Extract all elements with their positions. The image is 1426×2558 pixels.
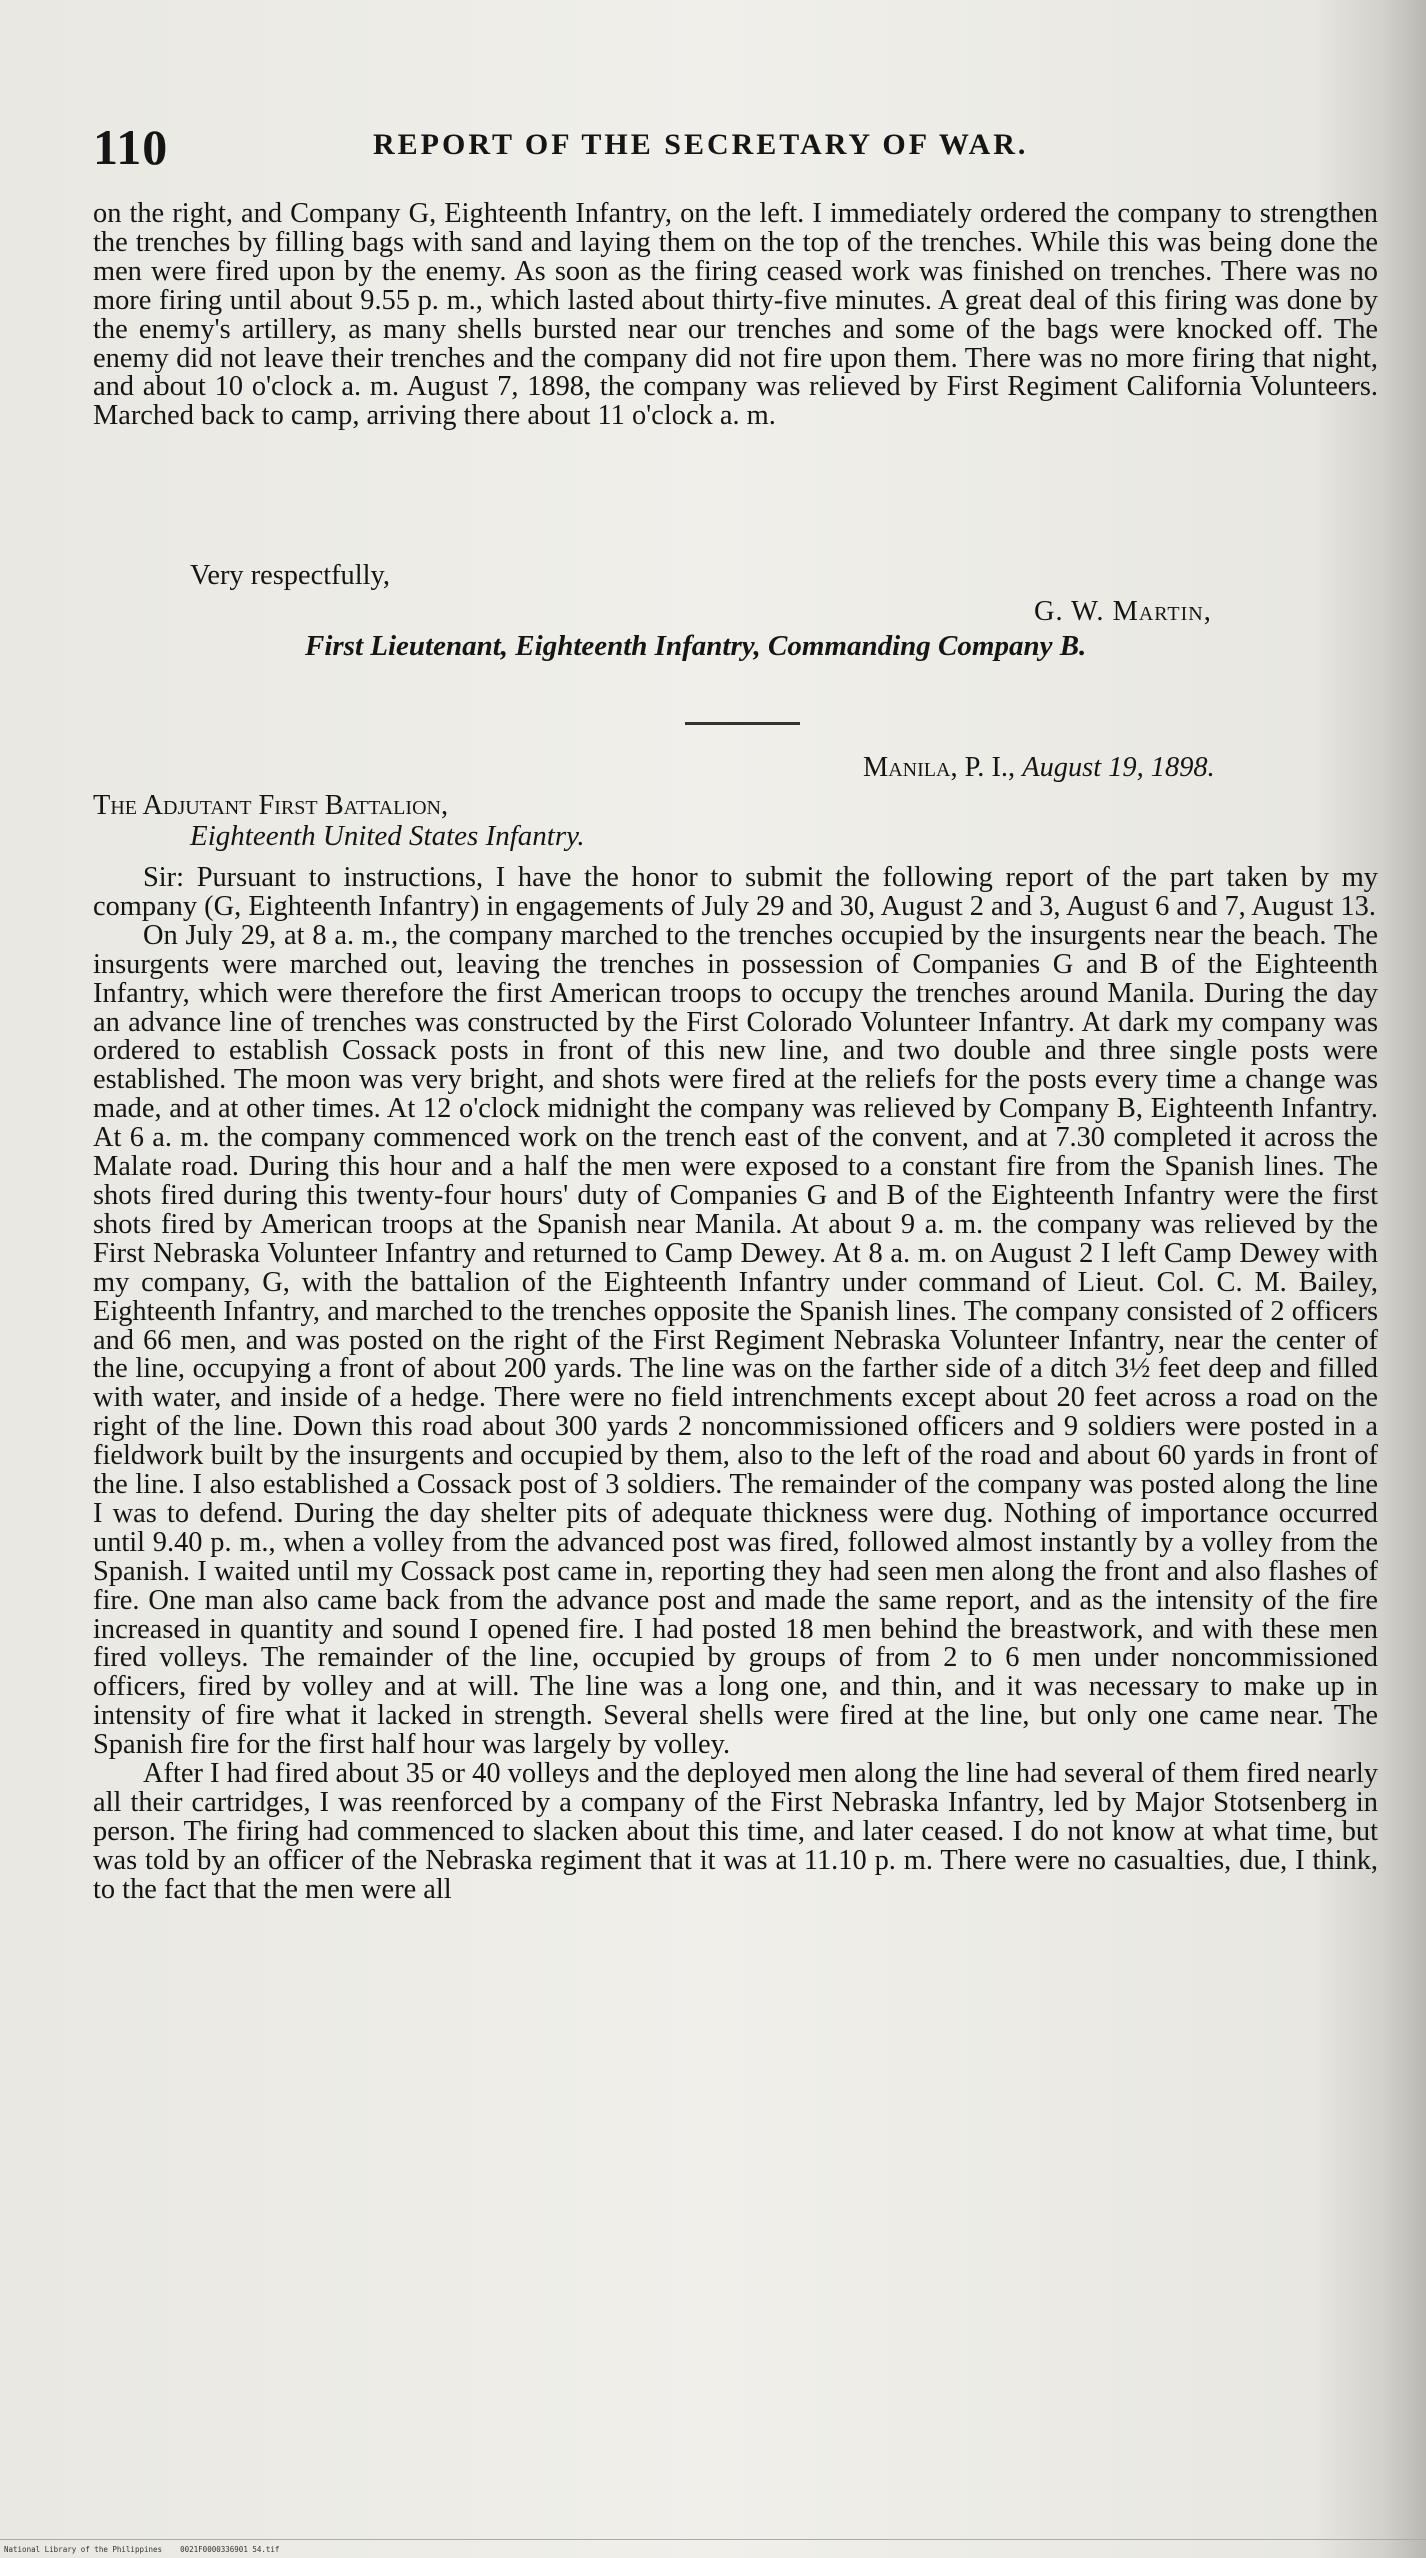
letter2-paragraph: After I had fired about 35 or 40 volleys and the deployed men along the line had several of them fired nearly all their cartridges, I was reenforced by a company of the First Nebraska Infantry, led by Major Stotsenberg in person. The firing had commenced to slacken about this time, and later ceased. I do not know at what time, but was told by an officer of the Nebraska regiment that it was at 11.10 p. m. There were no casualties, due, I think, to the fact that the men were all [93, 1758, 1378, 1905]
letter1-signature: G. W. Martin, [1034, 596, 1212, 627]
letter2-date: August 19, 1898. [1022, 752, 1215, 783]
scan-footer: National Library of the Philippines 0021F0000336901 54.tif [4, 2545, 280, 2554]
letter2-addressee: The Adjutant First Battalion, [93, 790, 449, 821]
letter2-body [93, 864, 1378, 1905]
letter1-body [93, 200, 1378, 431]
letter1-paragraph: on the right, and Company G, Eighteenth Infantry, on the left. I immediately ordered the company to strengthen the trenches by filling bags with sand and laying them on the top of the trenches. While this was being done the men were fired upon by the enemy. As soon as the firing ceased work was finished on trenches. There was no more firing until about 9.55 p. m., which lasted about thirty-five minutes. A great deal of this firing was done by the enemy's artillery, as many shells bursted near our trenches and some of the bags were knocked off. The enemy did not leave their trenches and the company did not fire upon them. There was no more firing that night, and about 10 o'clock a. m. August 7, 1898, the company was relieved by First Regiment California Volunteers. Marched back to camp, arriving there about 11 o'clock a. m. [93, 198, 1378, 432]
page-number: 110 [93, 119, 169, 175]
letter2-dateline [863, 752, 1215, 784]
footer-divider [0, 2539, 1426, 2540]
section-divider [685, 722, 800, 725]
running-head: REPORT OF THE SECRETARY OF WAR. [373, 128, 1029, 161]
letter2-place: Manila, P. I., [863, 752, 1016, 783]
letter2-paragraph: Sir: Pursuant to instructions, I have the honor to submit the following report of the part taken by my company (G, Eighteenth Infantry) in engagements of July 29 and 30, August 2 and 3, August 6 and 7, August 13. [93, 862, 1378, 922]
letter2-paragraph: On July 29, at 8 a. m., the company marched to the trenches occupied by the insurgents near the beach. The insurgents were marched out, leaving the trenches in possession of Companies G and B of the Eighteenth Infantry, which were therefore the first American troops to occupy the trenches around Manila. During the day an advance line of trenches was constructed by the First Colorado Volunteer Infantry. At dark my company was ordered to establish Cossack posts in front of this new line, and two double and three single posts were established. The moon was very bright, and shots were fired at the reliefs for the posts every time a change was made, and at other times. At 12 o'clock midnight the company was relieved by Company B, Eighteenth Infantry. At 6 a. m. the company commenced work on the trench east of the convent, and at 7.30 completed it across the Malate road. During this hour and a half the men were exposed to a constant fire from the Spanish lines. The shots fired during this twenty-four hours' duty of Companies G and B of the Eighteenth Infantry were the first shots fired by American troops at the Spanish near Manila. At about 9 a. m. the company was relieved by the First Nebraska Volunteer Infantry and returned to Camp Dewey. At 8 a. m. on August 2 I left Camp Dewey with my company, G, with the battalion of the Eighteenth Infantry under command of Lieut. Col. C. M. Bailey, Eighteenth Infantry, and marched to the trenches opposite the Spanish lines. The company consisted of 2 officers and 66 men, and was posted on the right of the First Regiment Nebraska Volunteer Infantry, near the center of the line, occupying a front of about 200 yards. The line was on the farther side of a ditch 3½ feet deep and filled with water, and inside of a hedge. There were no field intrenchments except about 20 feet across a road on the right of the line. Down this road about 300 yards 2 noncommissioned officers and 9 soldiers were posted in a fieldwork built by the insurgents and occupied by them, also to the left of the road and about 60 yards in front of the line. I also established a Cossack post of 3 soldiers. The remainder of the company was posted along the line I was to defend. During the day shelter pits of adequate thickness were dug. Nothing of importance occurred until 9.40 p. m., when a volley from the advanced post was fired, followed almost instantly by a volley from the Spanish. I waited until my Cossack post came in, reporting they had seen men along the front and also flashes of fire. One man also came back from the advance post and made the same report, and as the intensity of the fire increased in quantity and sound I opened fire. I had posted 18 men behind the breastwork, and with these men fired volleys. The remainder of the line, occupied by groups of from 2 to 6 men under noncommissioned officers, fired by volley and at will. The line was a long one, and thin, and it was necessary to make up in intensity of fire what it lacked in strength. Several shells were fired at the line, but only one came near. The Spanish fire for the first half hour was largely by volley. [93, 919, 1378, 1761]
letter1-closing: Very respectfully, [190, 560, 390, 591]
letter2-addressee-unit: Eighteenth United States Infantry. [190, 820, 585, 852]
page-header [93, 118, 1383, 178]
letter1-signature-title: First Lieutenant, Eighteenth Infantry, Commanding Company B. [305, 630, 1087, 662]
